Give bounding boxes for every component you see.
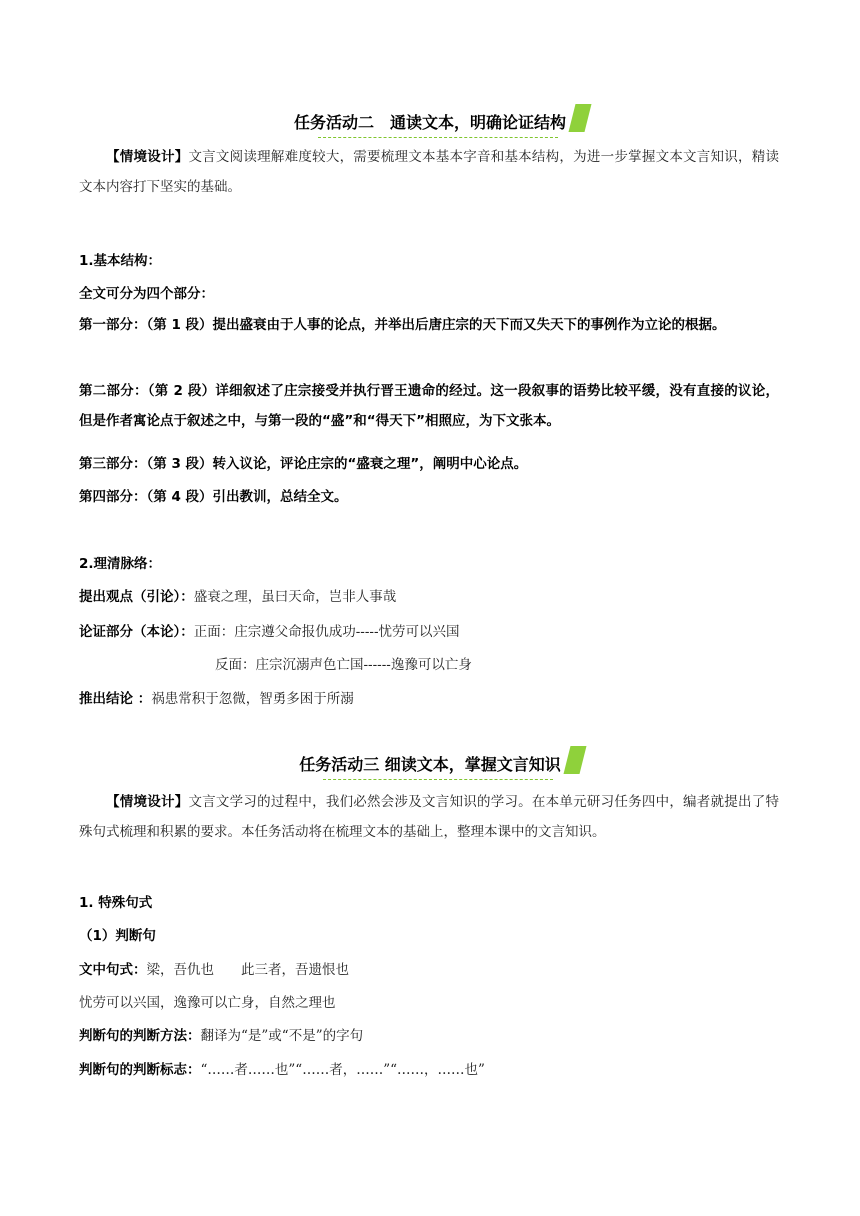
part1: 第一部分：（第 1 段）提出盛衰由于人事的论点，并举出后唐庄宗的天下而又失天下的事例作为立论的根据。	[79, 317, 726, 333]
mark-line: 判断句的判断标志：“……者……也”“……者，……”“……，……也”	[79, 1062, 485, 1078]
method-line: 判断句的判断方法：翻译为“是”或“不是”的字句	[79, 1028, 364, 1044]
section2-title: 任务活动二 通读文本，明确论证结构	[0, 110, 860, 136]
title-underline	[323, 779, 553, 780]
argue-line: 论证部分（本论）：正面：庄宗遵父命报仇成功-----忧劳可以兴国	[79, 624, 460, 640]
structure-intro: 全文可分为四个部分：	[79, 286, 214, 302]
example-line: 文中句式：梁，吾仇也 此三者，吾遗恨也	[79, 962, 349, 978]
conclusion-line: 推出结论 ：祸患常积于忽微，智勇多困于所溺	[79, 691, 354, 707]
part4: 第四部分：（第 4 段）引出教训，总结全文。	[79, 489, 348, 505]
title-flag-decoration	[563, 746, 586, 774]
title-underline	[318, 137, 558, 138]
argue-negative-line: 反面：庄宗沉溺声色亡国------逸豫可以亡身	[215, 657, 472, 673]
part2: 第二部分：（第 2 段）详细叙述了庄宗接受并执行晋王遗命的经过。这一段叙事的语势比较平缓，没有直接的议论，但是作者寓论点于叙述之中，与第一段的“盛”和“得天下”相照应，为下文张本。	[79, 383, 780, 429]
section3-situation: 【情境设计】文言文学习的过程中，我们必然会涉及文言知识的学习。在本单元研习任务四中，编者就提出了特殊句式梳理和积累的要求。本任务活动将在梳理文本的基础上，整理本课中的文言知识。	[79, 794, 779, 840]
structure-heading: 1.基本结构：	[79, 253, 162, 269]
view-line: 提出观点（引论）：盛衰之理，虽曰天命，岂非人事哉	[79, 589, 397, 605]
context-heading: 2.理清脉络：	[79, 556, 162, 572]
special-heading: 1. 特殊句式	[79, 895, 153, 911]
example-line-2: 忧劳可以兴国，逸豫可以亡身，自然之理也	[79, 995, 336, 1011]
section2-situation: 【情境设计】文言文阅读理解难度较大，需要梳理文本基本字音和基本结构，为进一步掌握文本文言知识，精读文本内容打下坚实的基础。	[79, 149, 779, 195]
section3-title: 任务活动三 细读文本，掌握文言知识	[0, 752, 860, 778]
title-flag-decoration	[569, 104, 592, 132]
part3: 第三部分：（第 3 段）转入议论，评论庄宗的“盛衰之理”，阐明中心论点。	[79, 456, 528, 472]
judge-heading: （1）判断句	[79, 928, 156, 944]
